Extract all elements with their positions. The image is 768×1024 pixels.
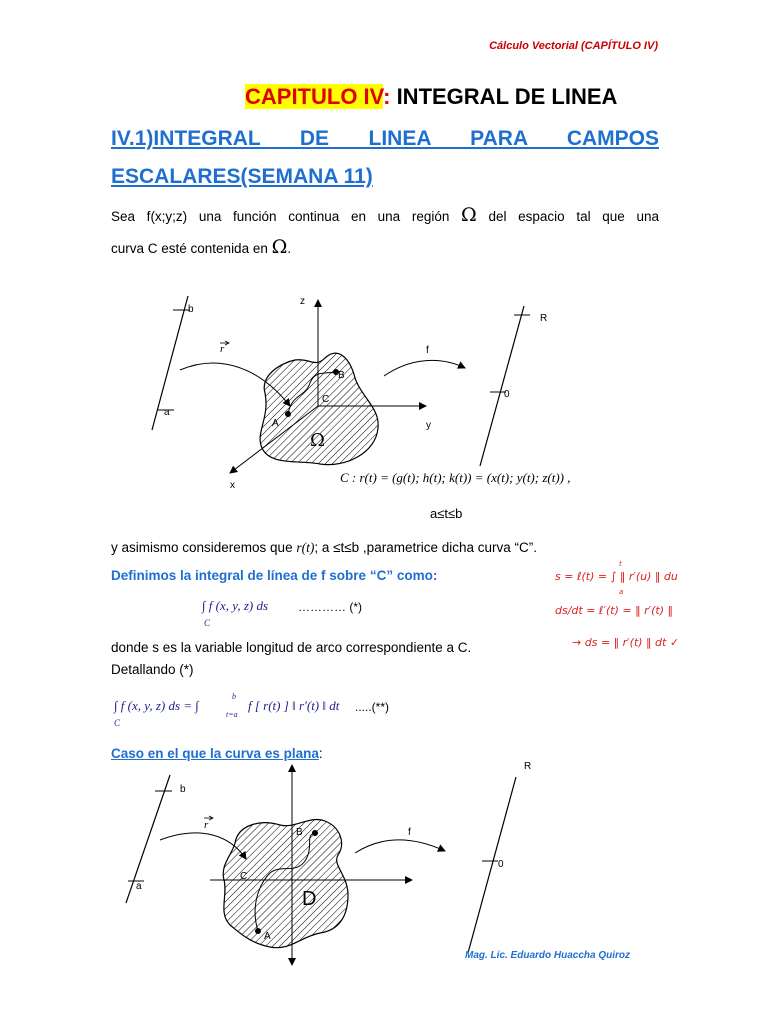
label-0-2: 0 [498, 859, 504, 870]
param-text-2: ; a ≤t≤b ,parametrice dicha curva “C”. [314, 540, 537, 555]
running-header: Cálculo Vectorial (CAPÍTULO IV) [489, 40, 658, 52]
label-f-2: f [408, 827, 411, 838]
intro-period: . [287, 241, 292, 256]
chapter-name: INTEGRAL DE LINEA [390, 84, 618, 109]
label-a: a [164, 407, 170, 418]
label-B-2: B [296, 827, 303, 838]
plane-case-colon: : [318, 746, 323, 761]
label-D: D [302, 888, 317, 910]
label-R: R [540, 313, 548, 324]
definition-heading: Definimos la integral de línea de f sobre “C” como: [111, 568, 438, 583]
f-mapping-arrow [384, 360, 465, 376]
detailing-sentence: Detallando (*) [111, 662, 194, 677]
point-a-2 [255, 928, 261, 934]
section-title-line2: ESCALARES(SEMANA 11) [111, 165, 373, 188]
real-line-r [480, 306, 524, 466]
param-equation: C : r(t) = (g(t); h(t); k(t)) = (x(t); y(t); z(t)) , [340, 470, 571, 485]
omega-symbol: Ω [461, 204, 477, 226]
param-range: a≤t≤b [430, 506, 463, 521]
section-title-line1: IV.1)INTEGRAL DE LINEA PARA CAMPOS [111, 127, 659, 150]
intro-text-2: del espacio tal que una [488, 209, 659, 224]
line-integral-expression: ∫ f (x, y, z) ds [202, 598, 269, 613]
handwritten-arc-length: s = ℓ(t) = ∫ ‖ r′(u) ‖ du [555, 570, 678, 583]
r-of-t: r(t) [296, 540, 315, 555]
section-title [111, 120, 659, 196]
detailed-formula-upper: b [232, 692, 236, 701]
label-x: x [230, 480, 235, 491]
label-r-vector-2: r [204, 819, 209, 831]
f-mapping-arrow-2 [355, 840, 445, 853]
detailed-formula-rhs: f [ r(t) ] ‖ r′(t) ‖ dt [248, 698, 340, 713]
point-a [285, 411, 291, 417]
label-r-vector: r [220, 343, 225, 355]
definition-subscript: C [204, 618, 211, 628]
label-a-2: a [136, 881, 142, 892]
label-y: y [426, 420, 431, 431]
label-z: z [300, 296, 305, 307]
label-b: b [188, 304, 194, 315]
region-d [223, 819, 348, 947]
intro-paragraph [111, 200, 659, 264]
chapter-title [245, 84, 617, 110]
intro-text-3: curva C esté contenida en [111, 241, 268, 256]
label-0: 0 [504, 389, 510, 400]
omega-symbol-2: Ω [271, 236, 288, 258]
detailed-formula-tag: .....(**) [355, 700, 390, 714]
handwritten-derivative: ds/dt = ℓ′(t) = ‖ r′(t) ‖ [555, 604, 673, 617]
label-C-2: C [240, 871, 248, 882]
label-R-2: R [524, 761, 532, 772]
intro-line1 [111, 200, 659, 232]
plane-case-link: Caso en el que la curva es plana [111, 746, 319, 761]
label-A: A [272, 418, 279, 429]
author-footer: Mag. Lic. Eduardo Huaccha Quiroz [465, 950, 631, 961]
intro-line2 [111, 232, 659, 264]
param-text-1: y asimismo consideremos que [111, 540, 293, 555]
label-A-2: A [264, 931, 271, 942]
definition-formula [202, 598, 268, 614]
label-b-2: b [180, 784, 186, 795]
chapter-colon: : [383, 84, 391, 109]
intro-text-1: Sea f(x;y;z) una función continua en una región [111, 209, 450, 224]
arc-length-sentence: donde s es la variable longitud de arco correspondiente a C. [111, 640, 472, 655]
detailed-formula-sub-c: C [114, 718, 121, 728]
label-f: f [426, 345, 429, 356]
label-C: C [322, 394, 330, 405]
handwritten-ds: → ds = ‖ r′(t) ‖ dt ✓ [572, 636, 680, 649]
parametrization-sentence [111, 540, 537, 556]
detailed-formula-lhs: ∫ f (x, y, z) ds = ∫ [114, 698, 199, 713]
definition-tag: ………… (*) [298, 600, 362, 614]
handwritten-lower-limit: a [619, 588, 624, 596]
real-line-r-2 [468, 777, 516, 953]
point-b-2 [312, 830, 318, 836]
handwritten-upper-limit: t [619, 560, 622, 568]
figure-plane-curve [110, 755, 630, 970]
chapter-number: CAPITULO IV [245, 84, 384, 109]
detailed-formula-lower: t=a [226, 710, 238, 719]
label-omega: Ω [310, 430, 325, 451]
label-B: B [338, 370, 345, 381]
